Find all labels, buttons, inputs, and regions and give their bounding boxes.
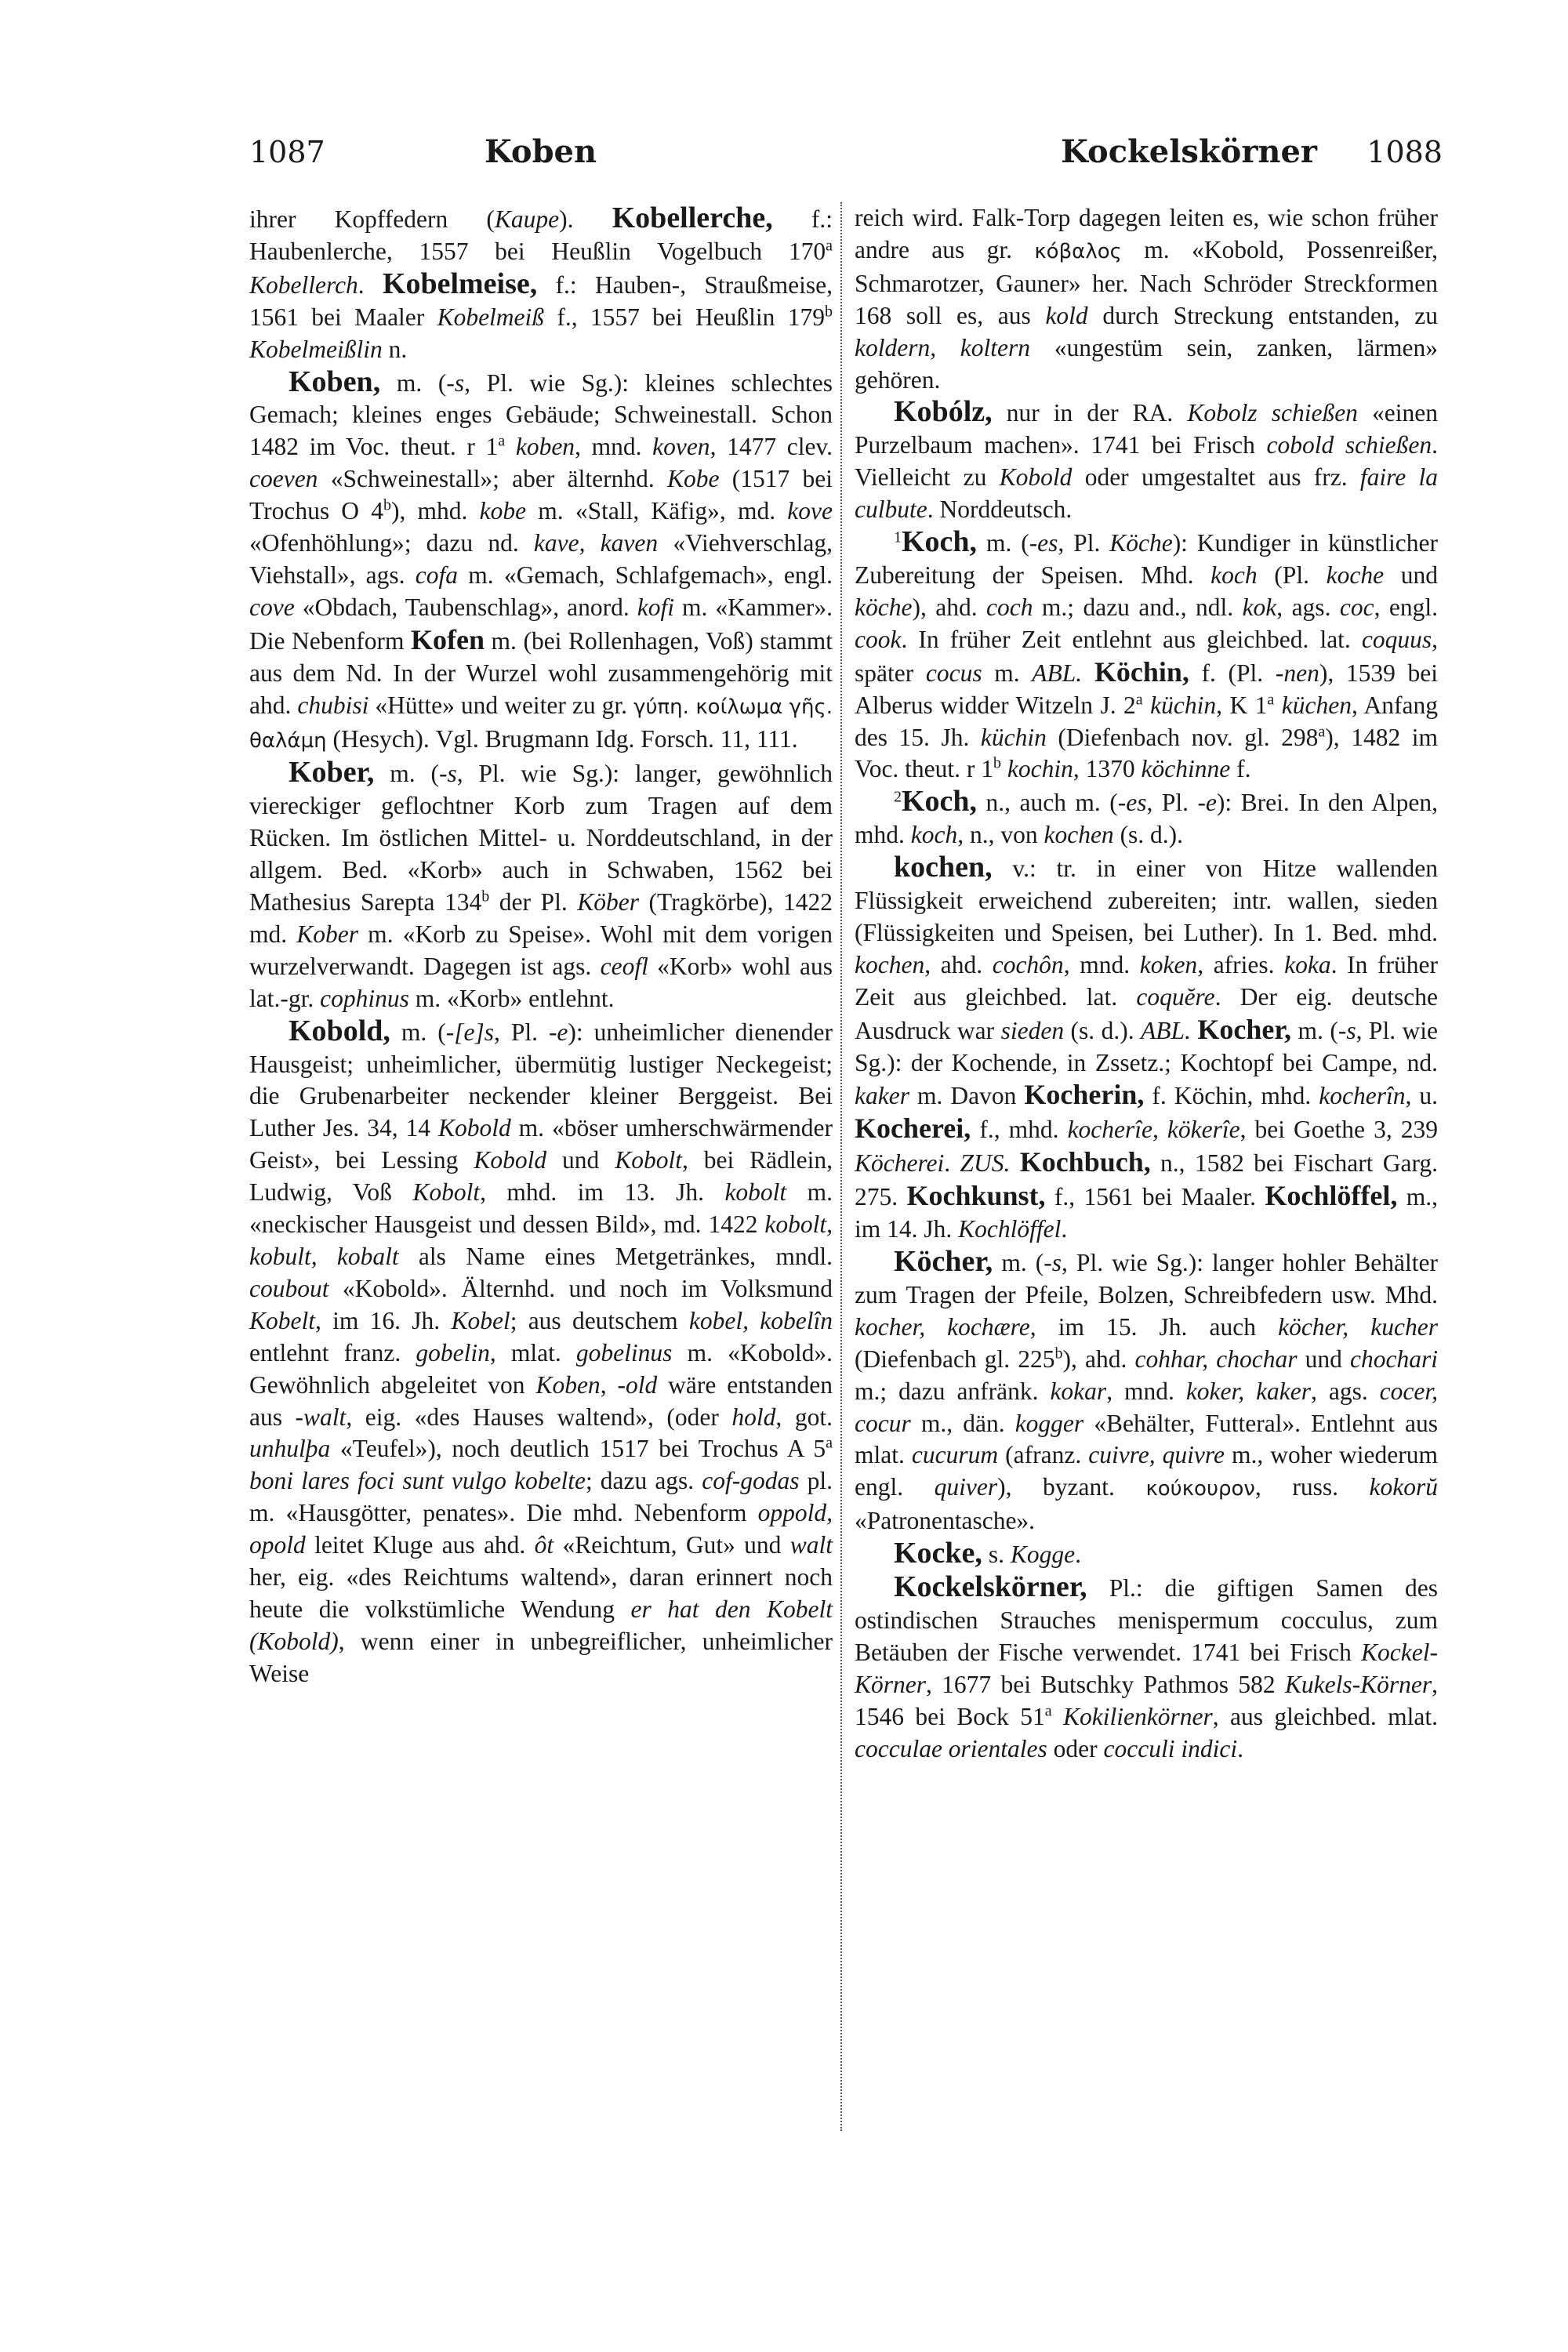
- dictionary-entry: Kockelskörner, Pl.: die giftigen Samen des ostindischen Strauches menispermum cocculus, zum Betäuben der Fische verwendet. 1741 bei Frisch Kockel-Körner, 1677 bei Butschky Pathmos 582 Kukels-Körner, 1546 bei Bock 51$^a$ Kokilienkörner, aus gleichbed. mlat. cocculae orientales oder cocculi indici.: [855, 1570, 1438, 1762]
- headword: Kochlöffel,: [1265, 1180, 1398, 1212]
- headword: Kocherei,: [855, 1112, 971, 1145]
- page-header: [249, 135, 1443, 182]
- headword: Kofen: [411, 623, 485, 655]
- left-column: [249, 202, 833, 1690]
- dictionary-entry: Köcher, m. (-s, Pl. wie Sg.): langer hohler Behälter zum Tragen der Pfeile, Bolzen, Schreibfedern usw. Mhd. kocher, kochære, im 15. Jh. auch köcher, kucher (Diefenbach gl. 225$^b$), ahd. cohhar, chochar und chochari m.; dazu anfränk. kokar, mnd. koker, kaker, ags. cocer, cocur m., dän. kogger «Behälter, Futteral». Entlehnt aus mlat. cucurum (afranz. cuivre, quivre m., woher wiederum engl. quiver), byzant. κούκουρον, russ. kokorŭ «Patronentasche».: [855, 1245, 1439, 1535]
- right-running-head: Kockelskörner: [1061, 133, 1317, 170]
- dictionary-entry: Kober, m. (-s, Pl. wie Sg.): langer, gewöhnlich viereckiger geflochtner Korb zum Tragen auf dem Rücken. Im östlichen Mittel- u. Norddeutschland, in der allgem. Bed. «Korb» auch in Schwaben, 1562 bei Mathesius Sarepta 134$^b$ der Pl. Köber (Tragkörbe), 1422 md. Kober m. «Korb zu Speise». Wohl mit dem vorigen wurzelverwandt. Dagegen ist ags. ceofl «Korb» wohl aus lat.-gr. cophinus m. «Korb» entlehnt.: [249, 756, 833, 1012]
- headword: kochen,: [894, 851, 993, 884]
- headword: Kocherin,: [1024, 1079, 1145, 1111]
- dictionary-entry: Koben, m. (-s, Pl. wie Sg.): kleines schlechtes Gemach; kleines enges Gebäude; Schweinestall. Schon 1482 im Voc. theut. r 1$^a$ koben, mnd. koven, 1477 clev. coeven «Schweinestall»; aber älternhd. Kobe (1517 bei Trochus O 4$^b$), mhd. kobe m. «Stall, Käfig», md. kove «Ofenhöhlung»; dazu nd. kave, kaven «Viehverschlag, Viehstall», ags. cofa m. «Gemach, Schlafgemach», engl. cove «Obdach, Taubenschlag», anord. kofi m. «Kammer». Die Nebenform Kofen m. (bei Rollenhagen, Voß) stammt aus dem Nd. In der Wurzel wohl zusammengehörig mit ahd. chubisi «Hütte» und weiter zu gr. γύπη. κοίλωμα γῆς. θαλάμη (Hesych). Vgl. Brugmann Idg. Forsch. 11, 111.: [249, 365, 833, 753]
- headword: Kobold,: [289, 1014, 390, 1047]
- headword: Kocher,: [1197, 1013, 1292, 1045]
- dictionary-entry: $^2$Koch, n., auch m. (-es, Pl. -e): Brei. In den Alpen, mhd. koch, n., von kochen (s. d.).: [855, 785, 1438, 849]
- dictionary-entry: Kobólz, nur in der RA. Kobolz schießen «einen Purzelbaum machen». 1741 bei Frisch cobold schießen. Vielleicht zu Kobold oder umgestaltet aus frz. faire la culbute. Norddeutsch.: [855, 395, 1439, 524]
- right-page-number: 1088: [1367, 135, 1443, 169]
- column-divider: [840, 202, 842, 2131]
- dictionary-entry: ihrer Kopffedern (Kaupe). Kobellerche, f.: Haubenlerche, 1557 bei Heußlin Vogelbuch 170$^a$ Kobellerch. Kobelmeise, f.: Hauben-, Straußmeise, 1561 bei Maaler Kobelmeiß f., 1557 bei Heußlin 179$^b$ Kobelmeißlin n.: [249, 201, 833, 363]
- headword: Köchin,: [1094, 655, 1189, 688]
- headword: Kobellerche,: [612, 201, 773, 234]
- headword: Kochbuch,: [1019, 1146, 1151, 1178]
- headword: Koch,: [902, 785, 978, 818]
- dictionary-entry: Kocke, s. Kogge.: [894, 1537, 1081, 1570]
- headword: Kobelmeise,: [382, 267, 538, 300]
- dictionary-entry: reich wird. Falk-Torp dagegen leiten es, wie schon früher andre aus gr. κόβαλος m. «Kobold, Possenreißer, Schmarotzer, Gauner» her. Nach Schröder Streckformen 168 soll es, aus kold durch Streckung entstanden, zu koldern, koltern «ungestüm sein, zanken, lärmen» gehören.: [855, 204, 1438, 394]
- headword: Koch,: [902, 525, 978, 559]
- headword: Köcher,: [894, 1245, 993, 1278]
- left-page-number: 1087: [249, 135, 325, 169]
- headword: Kober,: [289, 756, 375, 789]
- headword: Kobólz,: [894, 395, 993, 429]
- dictionary-entry: kochen, v.: tr. in einer von Hitze wallenden Flüssigkeit erweichend zubereiten; intr. wallen, sieden (Flüssigkeiten und Speisen, bei Luther). In 1. Bed. mhd. kochen, ahd. cochôn, mnd. koken, afries. koka. In früher Zeit aus gleichbed. lat. coquĕre. Der eig. deutsche Ausdruck war sieden (s. d.). ABL. Kocher, m. (-s, Pl. wie Sg.): der Kochende, in Zssetz.; Kochtopf bei Campe, nd. kaker m. Davon Kocherin, f. Köchin, mhd. kocherîn, u. Kocherei, f., mhd. kocherîe, kökerîe, bei Goethe 3, 239 Köcherei. ZUS. Kochbuch, n., 1582 bei Fischart Garg. 275. Kochkunst, f., 1561 bei Maaler. Kochlöffel, m., im 14. Jh. Kochlöffel.: [855, 851, 1439, 1243]
- dictionary-entry: Kobold, m. (-[e]s, Pl. -e): unheimlicher dienender Hausgeist; unheimlicher, übermütig lustiger Neckegeist; die Grubenarbeiter neckender kleiner Berggeist. Bei Luther Jes. 34, 14 Kobold m. «böser umherschwärmender Geist», bei Lessing Kobold und Kobolt, bei Rädlein, Ludwig, Voß Kobolt, mhd. im 13. Jh. kobolt m. «neckischer Hausgeist und dessen Bild», md. 1422 kobolt, kobult, kobalt als Name eines Metgetränkes, mndl. coubout «Kobold». Älternhd. und noch im Volksmund Kobelt, im 16. Jh. Kobel; aus deutschem kobel, kobelîn entlehnt franz. gobelin, mlat. gobelinus m. «Kobold». Gewöhnlich abgeleitet von Koben, -old wäre entstanden aus -walt, eig. «des Hauses waltend», (oder hold, got. unhulþa «Teufel»), noch deutlich 1517 bei Trochus A 5$^a$ boni lares foci sunt vulgo kobelte; dazu ags. cof-godas pl. m. «Hausgötter, penates». Die mhd. Nebenform oppold, opold leitet Kluge aus ahd. ôt «Reichtum, Gut» und walt her, eig. «des Reichtums waltend», daran erinnert noch heute die volkstümliche Wendung er hat den Kobelt (Kobold), wenn einer in unbegreiflicher, unheimlicher Weise: [249, 1014, 833, 1687]
- headword: Kochkunst,: [906, 1180, 1046, 1212]
- headword: Koben,: [289, 365, 381, 398]
- headword: Kockelskörner,: [894, 1570, 1087, 1604]
- left-running-head: Koben: [485, 133, 597, 170]
- dictionary-entry: $^1$Koch, m. (-es, Pl. Köche): Kundiger in künstlicher Zubereitung der Speisen. Mhd. koch (Pl. koche und köche), ahd. coch m.; dazu and., ndl. kok, ags. coc, engl. cook. In früher Zeit entlehnt aus gleichbed. lat. coquus, später cocus m. ABL. Köchin, f. (Pl. -nen), 1539 bei Alberus widder Witzeln J. 2$^a$ küchin, K 1$^a$ küchen, Anfang des 15. Jh. küchin (Diefenbach nov. gl. 298$^a$), 1482 im Voc. theut. r 1$^b$ kochin, 1370 köchinne f.: [855, 525, 1439, 783]
- right-column: [855, 202, 1438, 1766]
- headword: Kocke,: [894, 1537, 982, 1570]
